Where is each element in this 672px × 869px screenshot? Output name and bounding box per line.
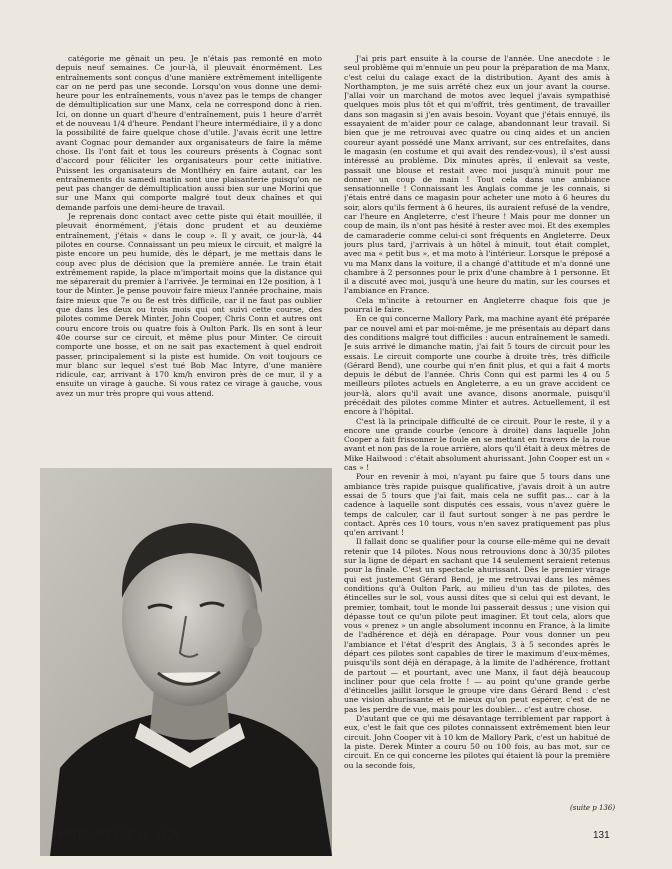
- page-number: 131: [593, 830, 610, 841]
- paragraph: Pour en revenir à moi, n'ayant pu faire que 5 tours dans une ambiance très rapide puisque qualificative, j'avais droit à un autre essai de 5 tours que j'ai fait, mais cela ne suffit pas... car à la cadence à laquelle sont disputés ces essais, vous n'avez guère le temps de calculer, car il faut surtout songer à ne pas perdre le contact. Après ces 10 tours, vous n'en savez pratiquement pas plus qu'en arrivant !: [344, 472, 610, 538]
- continuation-note: (suite p 136): [570, 804, 616, 812]
- paragraph: D'autant que ce qui me désavantage terriblement par rapport à eux, c'est le fait que ces pilotes connaissent extrêmement bien leur circuit. John Cooper vit à 10 km de Mallory Park, c'est un habitué de la piste. Derek Minter a couru 50 ou 100 fois, au bas mot, sur ce circuit. En ce qui concerne les pilotes qui étaient là pour la première ou la seconde fois,: [344, 714, 610, 770]
- issue-number: N° 1726: [138, 829, 181, 841]
- article-column-left: [56, 54, 322, 464]
- paragraph: J'ai pris part ensuite à la course de l'année. Une anecdote : le seul problème qui m'ennuie un peu pour la préparation de ma Manx, c'est celui du calage exact de la distribution. Ayant des amis à Northampton, je me suis arrêté chez eux un jour avant la course. J'allai voir un marchand de motos avec lequel j'avais sympathisé quelques mois plus tôt et qui m'offrit, très gentiment, de travailler dans son magasin si j'en avais besoin. Voyant que j'étais ennuyé, ils essayaient de m'aider pour ce calage, abandonnant leur travail. Si bien que je me retrouvai avec quatre ou cinq aides et un ancien coureur ayant possédé une Manx arrivant, sur ces entrefaites, dans le magasin (en costume et qui avait des rendez-vous), il s'est aussi intéressé au problème. Dix minutes après, il enlevait sa veste, passait une blouse et restait avec moi jusqu'à minuit pour me donner un coup de main ! Tout cela dans une ambiance sensationnelle ! Connaissant les Anglais comme je les connais, si j'étais entré dans ce magasin pour acheter une moto à 6 heures du soir, alors qu'ils ferment à 6 heures, ils auraient refusé de la vendre, car l'heure en Angleterre, c'est l'heure ! Mais pour me donner un coup de main, ils n'ont pas hésité à rester avec moi. Et des exemples de camaraderie comme celui-ci sont fréquents en Angleterre. Deux jours plus tard, j'arrivais à un hôtel à minuit, tout était complet, avec ma « petit bus », et ma moto à l'intérieur. Lorsque le préposé a vu ma Manx dans la voiture, il a changé d'attitude et m'a donné une chambre à 2 personnes pour le prix d'une chambre à 1 personne. Et il a discuté avec moi, jusqu'à une heure du matin, sur les courses et l'ambiance en France.: [344, 54, 610, 296]
- footer-magazine: [58, 829, 181, 841]
- rider-portrait-photo: [40, 468, 332, 856]
- paragraph: En ce qui concerne Mallory Park, ma machine ayant été préparée par ce nouvel ami et par moi-même, je me présentais au départ dans des conditions malgré tout difficiles : aucun entraînement le samedi. Je suis arrivé le dimanche matin, j'ai fait 5 tours de circuit pour les essais. Le circuit comporte une courbe à droite très, très difficile (Gérard Bend), une courbe qui n'en finit plus, et qui a fait 4 morts depuis le début de l'année. Chris Conn qui est parmi les 4 ou 5 meilleurs pilotes actuels en Angleterre, a eu un grave accident ce jour-là, alors qu'il avait une avance, disons anormale, puisqu'il précédait des pilotes comme Minter et autres. Actuellement, il est encore à l'hôpital.: [344, 314, 610, 417]
- paragraph: Cela m'incite à retourner en Angleterre chaque fois que je pourrai le faire.: [344, 295, 610, 315]
- magazine-name: MOTO-REVUE: [58, 829, 136, 841]
- paragraph: catégorie me gênait un peu. Je n'étais pas remonté en moto depuis neuf semaines. Ce jour-là, il pleuvait énormément. Les entraînements sont conçus d'une manière extrêmement intelligente car on ne perd pas une seconde. Lorsqu'on vous donne une demi-heure pour les entraînements, vous n'avez pas le temps de changer de démultiplication sur une Manx, cela ne correspond donc à rien. Ici, on donne un quart d'heure d'entraînement, puis 1 heure d'arrêt et de nouveau 1/4 d'heure. Pendant l'heure intermédiaire, il y a donc la possibilité de faire quelque chose d'utile. J'avais écrit une lettre avant Cognac pour demander aux organisateurs de faire la même chose. Ils l'ont fait et tous les coureurs présents à Cognac sont d'accord pour féliciter les organisateurs pour cette initiative. Puissent les organisateurs de Montlhéry en faire autant, car les entraînements du samedi matin sont une plaisanterie puisqu'on ne peut pas changer de démultiplication aussi bien sur une Morini que sur une Manx qui comporte malgré tout deux chaînes et qui demande parfois une demi-heure de travail.: [56, 54, 322, 212]
- article-column-right: [344, 54, 610, 844]
- paragraph: Je reprenais donc contact avec cette piste qui était mouillée, il pleuvait énormément, j'étais donc prudent et au deuxième entraînement, j'étais « dans le coup ». Il y avait, ce jour-là, 44 pilotes en course. Connaissant un peu mieux le circuit, et malgré la piste encore un peu humide, dès le départ, je me mettais dans le coup avec plus de décision que la première année. Le train était extrêmement rapide, la place m'importait moins que la distance qui me séparerait du premier à l'arrivée. Je terminai en 12e position, à 1 tour de Minter. Je pense pouvoir faire mieux l'année prochaine, mais faire mieux que 7e ou 8e est très difficile, car il ne faut pas oublier que dans les deux ou trois mois qui ont suivi cette course, des pilotes comme Derek Minter, John Cooper, Chris Conn et autres ont couru encore trois ou quatre fois à Oulton Park. Ils en sont à leur 40e course sur ce circuit, et même plus pour Minter. Ce circuit comporte une bosse, et on ne sait pas exactement à quel endroit passer, principalement si la piste est humide. On voit toujours ce mur blanc sur lequel s'est tué Bob Mac Intyre, d'une manière ridicule, car, arrivant à 170 km/h environ près de ce mur, il y a ensuite un virage à gauche. Si vous ratez ce virage à gauche, vous avez un mur très propre qui vous attend.: [56, 212, 322, 398]
- paragraph: Il fallait donc se qualifier pour la course elle-même qui ne devait retenir que 14 pilotes. Nous nous retrouvions donc à 30/35 pilotes sur la ligne de départ en sachant que 14 seulement seraient retenus pour la finale. C'est un spectacle ahurissant. Dès le premier virage qui est justement Gérard Bend, je me retrouvai dans les mêmes conditions qu'à Oulton Park, au milieu d'un tas de pilotes, des étincelles sur le sol, vous aussi dites que si celui qui est devant, le premier, tombait, tout le monde lui passerait dessus ; une vision qui dépasse tout ce qu'un pilote peut imaginer. Et tout cela, alors que vous « prenez » un angle absolument inconnu en France, à la limite de l'adhérence et déjà en dérapage. Pour vous donner un peu l'ambiance et l'état d'esprit des Anglais, 3 à 5 secondes après le départ ces pilotes sont capables de tirer le maximum d'eux-mêmes, puisqu'ils sont déjà en dérapage, à la limite de l'adhérence, frottant de partout — et pourtant, avec une Manx, il faut déjà beaucoup incliner pour que cela frotte ! — au point qu'une grande gerbe d'étincelles jaillit lorsque le groupe vire dans Gérard Bend : c'est une vision ahurissante et le mieux qu'on peut espérer, c'est de ne pas les perdre de vue, mais pour les doubler... c'est autre chose.: [344, 537, 610, 714]
- paragraph: C'est là la principale difficulté de ce circuit. Pour le reste, il y a encore une grande courbe (encore à droite) dans laquelle John Cooper a fait frissonner le foule en se mettant en travers de la roue avant et non pas de la roue arrière, alors qu'il était à deux mètres de Mike Hailwood : c'était absolument ahurissant. John Cooper est un « cas » !: [344, 416, 610, 473]
